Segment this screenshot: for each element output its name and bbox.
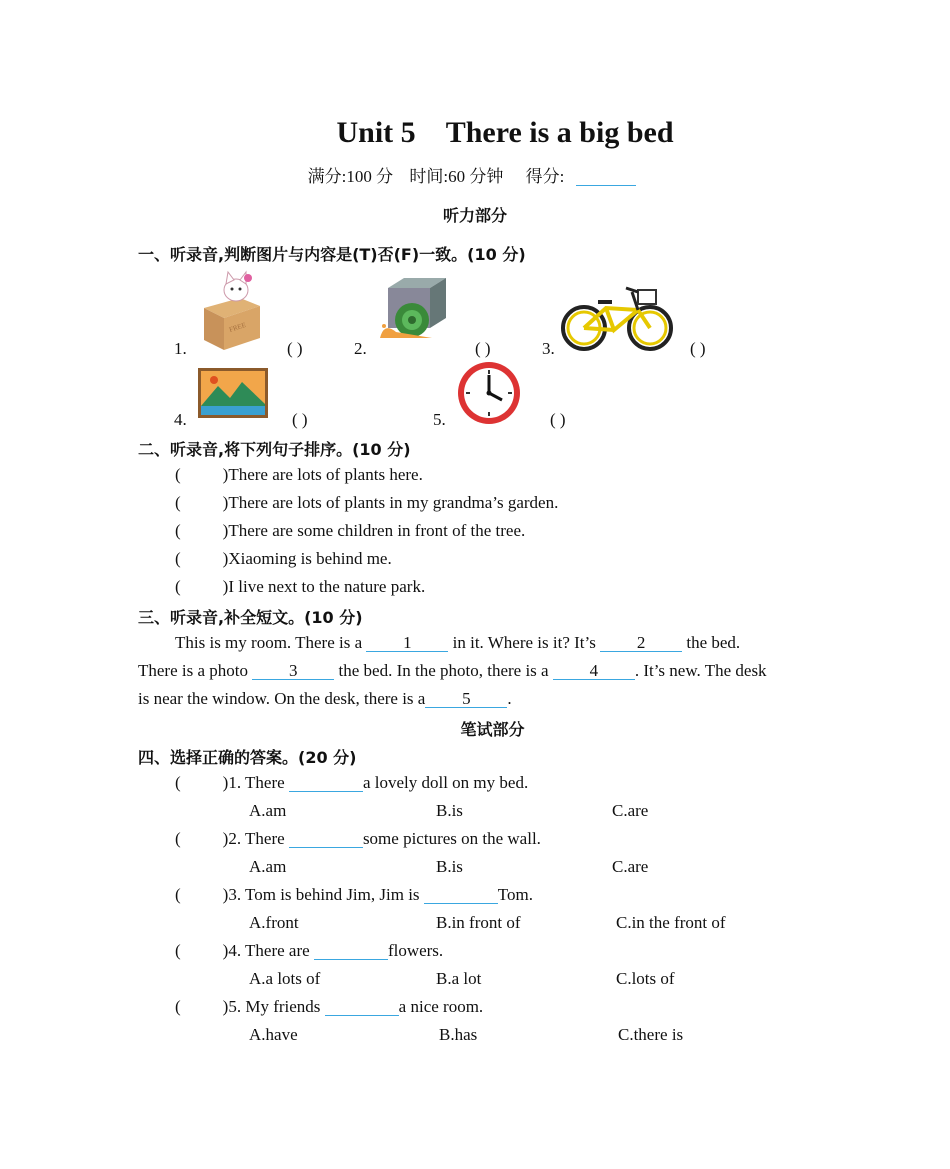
blank-4[interactable]: 4 [553,662,635,680]
blank-5[interactable]: 5 [425,690,507,708]
box-with-cat-icon [196,268,266,352]
page-title: Unit 5 There is a big bed [336,116,674,149]
item-3-answer[interactable]: ( ) [690,339,706,358]
blank-1[interactable]: 1 [366,634,448,652]
blank-2[interactable]: 2 [600,634,682,652]
item-5-number: 5. [433,410,446,429]
writing-part-heading: 笔试部分 [460,720,525,739]
bicycle-icon [560,280,676,356]
option-b[interactable]: B.is [436,857,463,876]
section-1-heading: 一、听录音,判断图片与内容是(T)否(F)一致。(10 分) [138,245,526,264]
sort-item: ( )There are lots of plants in my grandma’s garden. [175,493,559,512]
section-3-heading: 三、听录音,补全短文。(10 分) [138,608,363,627]
option-c[interactable]: C.in the front of [616,913,726,932]
question-3: ( )3. Tom is behind Jim, Jim is Tom. [175,885,533,904]
question-blank[interactable] [424,886,498,904]
option-c[interactable]: C.there is [618,1025,684,1044]
listening-part-heading: 听力部分 [442,206,507,225]
question-blank[interactable] [325,998,399,1016]
passage-line-3: is near the window. On the desk, there is a 5 . [138,689,512,708]
item-4-number: 4. [174,410,187,429]
option-a[interactable]: A.am [249,857,287,876]
item-2-number: 2. [354,339,367,358]
snail-box-icon [378,276,450,348]
option-b[interactable]: B.in front of [436,913,521,932]
sort-item: ( )There are lots of plants here. [175,465,423,484]
score-blank[interactable] [576,168,636,186]
item-1-answer[interactable]: ( ) [287,339,303,358]
question-blank[interactable] [289,830,363,848]
option-b[interactable]: B.has [439,1025,478,1044]
option-c[interactable]: C.lots of [616,969,675,988]
time-limit: 时间:60 分钟 [409,167,504,186]
option-b[interactable]: B.is [436,801,463,820]
item-3-number: 3. [542,339,555,358]
section-4-heading: 四、选择正确的答案。(20 分) [138,748,357,767]
option-b[interactable]: B.a lot [436,969,482,988]
question-4: ( )4. There are flowers. [175,941,444,960]
sort-item: ( )Xiaoming is behind me. [175,549,392,568]
question-5: ( )5. My friends a nice room. [175,997,484,1016]
full-score: 满分:100 分 [307,167,394,186]
item-1-number: 1. [174,339,187,358]
item-2-answer[interactable]: ( ) [475,339,491,358]
score-line [0,162,950,187]
score-label: 得分: [520,167,643,186]
option-a[interactable]: A.have [249,1025,298,1044]
question-1: ( )1. There a lovely doll on my bed. [175,773,529,792]
svg-text:FREE: FREE [228,321,247,334]
option-a[interactable]: A.front [249,913,299,932]
passage-line-1: This is my room. There is a 1 in it. Where is it? It’s 2 the bed. [175,633,741,652]
option-a[interactable]: A.am [249,801,287,820]
sort-item: ( )I live next to the nature park. [175,577,426,596]
option-a[interactable]: A.a lots of [249,969,321,988]
passage-line-2: There is a photo 3 the bed. In the photo, there is a 4 . It’s new. The desk [138,661,767,680]
question-2: ( )2. There some pictures on the wall. [175,829,541,848]
question-blank[interactable] [289,774,363,792]
option-c[interactable]: C.are [612,801,649,820]
option-c[interactable]: C.are [612,857,649,876]
question-blank[interactable] [314,942,388,960]
landscape-photo-icon [198,368,268,418]
clock-icon [456,360,522,426]
section-2-heading: 二、听录音,将下列句子排序。(10 分) [138,440,411,459]
blank-3[interactable]: 3 [252,662,334,680]
sort-item: ( )There are some children in front of the tree. [175,521,526,540]
item-5-answer[interactable]: ( ) [550,410,566,429]
item-4-answer[interactable]: ( ) [292,410,308,429]
